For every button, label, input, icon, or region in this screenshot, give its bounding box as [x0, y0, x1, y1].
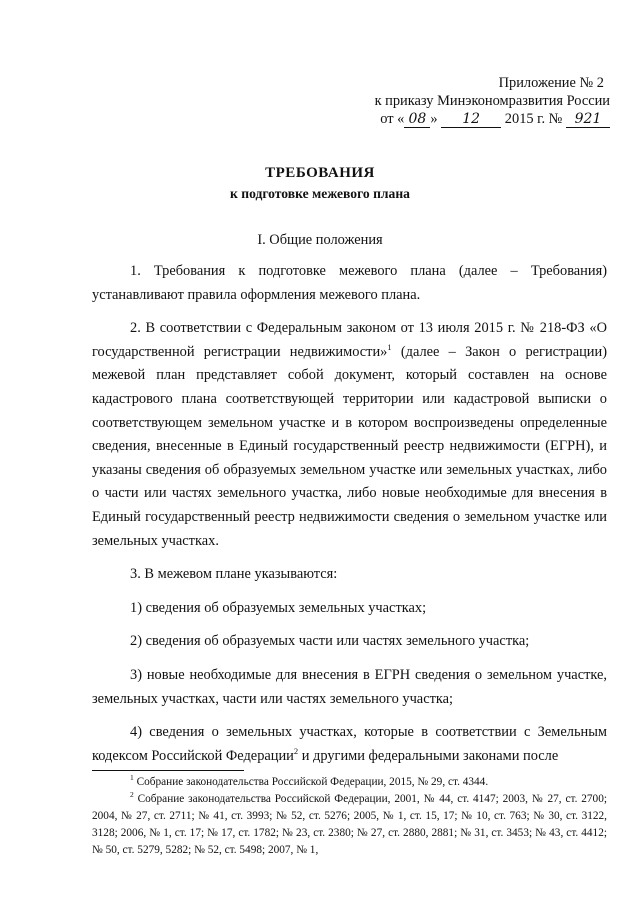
footnote-ref-2: 2 [293, 745, 299, 756]
list-item-4 [92, 721, 607, 768]
paragraph-2-end: (далее – Закон о регистрации) межевой план представляет собой документ, который составлен на основе кадастрового плана соответствующей территории или кадастровой выписки о соответствующем земельном участке и в котором воспроизведены определенные сведения, внесенные в Единый государственный реестр недвижимости (ЕГРН), и указаны сведения об образуемых земельном участке или земельных участках, либо о части или частях земельного участка, либо новые необходимые для внесения в Единый государственный реестр недвижимости сведения о земельном участке или земельных участках. [92, 343, 607, 549]
document-subtitle: к подготовке межевого плана [230, 186, 410, 201]
paragraph-2 [92, 317, 607, 553]
list-item-2: 2) сведения об образуемых части или частях земельного участка; [130, 633, 530, 650]
date-mid: » [430, 111, 438, 127]
appendix-block [330, 74, 610, 128]
list-item-3: 3) новые необходимые для внесения в ЕГРН сведения о земельном участке, земельных участках, части или частях земельного участка; [92, 666, 607, 707]
footnote-2 [92, 791, 607, 859]
paragraph-2-start: 2. В соответствии с Федеральным законом от 13 июля 2015 г. № 218-ФЗ «О государственной регистрации недвижимости» [92, 320, 607, 360]
appendix-line: Приложение № 2 [498, 75, 604, 91]
date-prefix: от « [380, 111, 405, 127]
document-title: ТРЕБОВАНИЯ [265, 165, 375, 181]
paragraph-1: 1. Требования к подготовке межевого плана (далее – Требования) устанавливают правила оформления межевого плана. [92, 263, 607, 303]
paragraph-3: 3. В межевом плане указываются: [130, 566, 338, 583]
handwritten-month: 12 [441, 112, 501, 128]
body-text [92, 260, 607, 768]
handwritten-order-number: 921 [566, 112, 610, 128]
order-line: к приказу Минэкономразвития России [374, 93, 610, 109]
footnote-2-mark: 2 [130, 790, 134, 800]
list-item-4-start: 4) сведения о земельных участках, которые в соответствии с Земельным кодексом Российской Федерации [92, 724, 607, 764]
date-year: 2015 г. № [504, 111, 563, 127]
order-date-line [330, 110, 610, 128]
footnote-2-text: Собрание законодательства Российской Федерации, 2001, № 44, ст. 4147; 2003, № 27, ст. 2700; 2004, № 27, ст. 2711; № 41, ст. 3993; № 52, ст. 5276; 2005, № 1, ст. 15, 17; № 10, ст. 763; № 30, ст. 3122, 3128; 2006, № 1, ст. 17; № 17, ст. 1782; № 23, ст. 2380; № 27, ст. 2880, 2881; № 31, ст. 3453; № 43, ст. 4412; № 50, ст. 5279, 5282; № 52, ст. 5498; 2007, № 1, [92, 793, 607, 856]
list-item-1: 1) сведения об образуемых земельных участках; [130, 599, 427, 616]
handwritten-day: 08 [404, 112, 430, 128]
footnote-divider [92, 770, 244, 771]
footnote-1-mark: 1 [130, 773, 134, 783]
footnote-1 [92, 774, 607, 791]
list-item-4-end: и другими федеральными законами после [298, 747, 559, 764]
footnote-ref-1: 1 [387, 341, 392, 352]
footnotes [92, 774, 607, 859]
footnote-1-text: Собрание законодательства Российской Федерации, 2015, № 29, ст. 4344. [133, 776, 489, 788]
section-heading: I. Общие положения [257, 232, 383, 248]
